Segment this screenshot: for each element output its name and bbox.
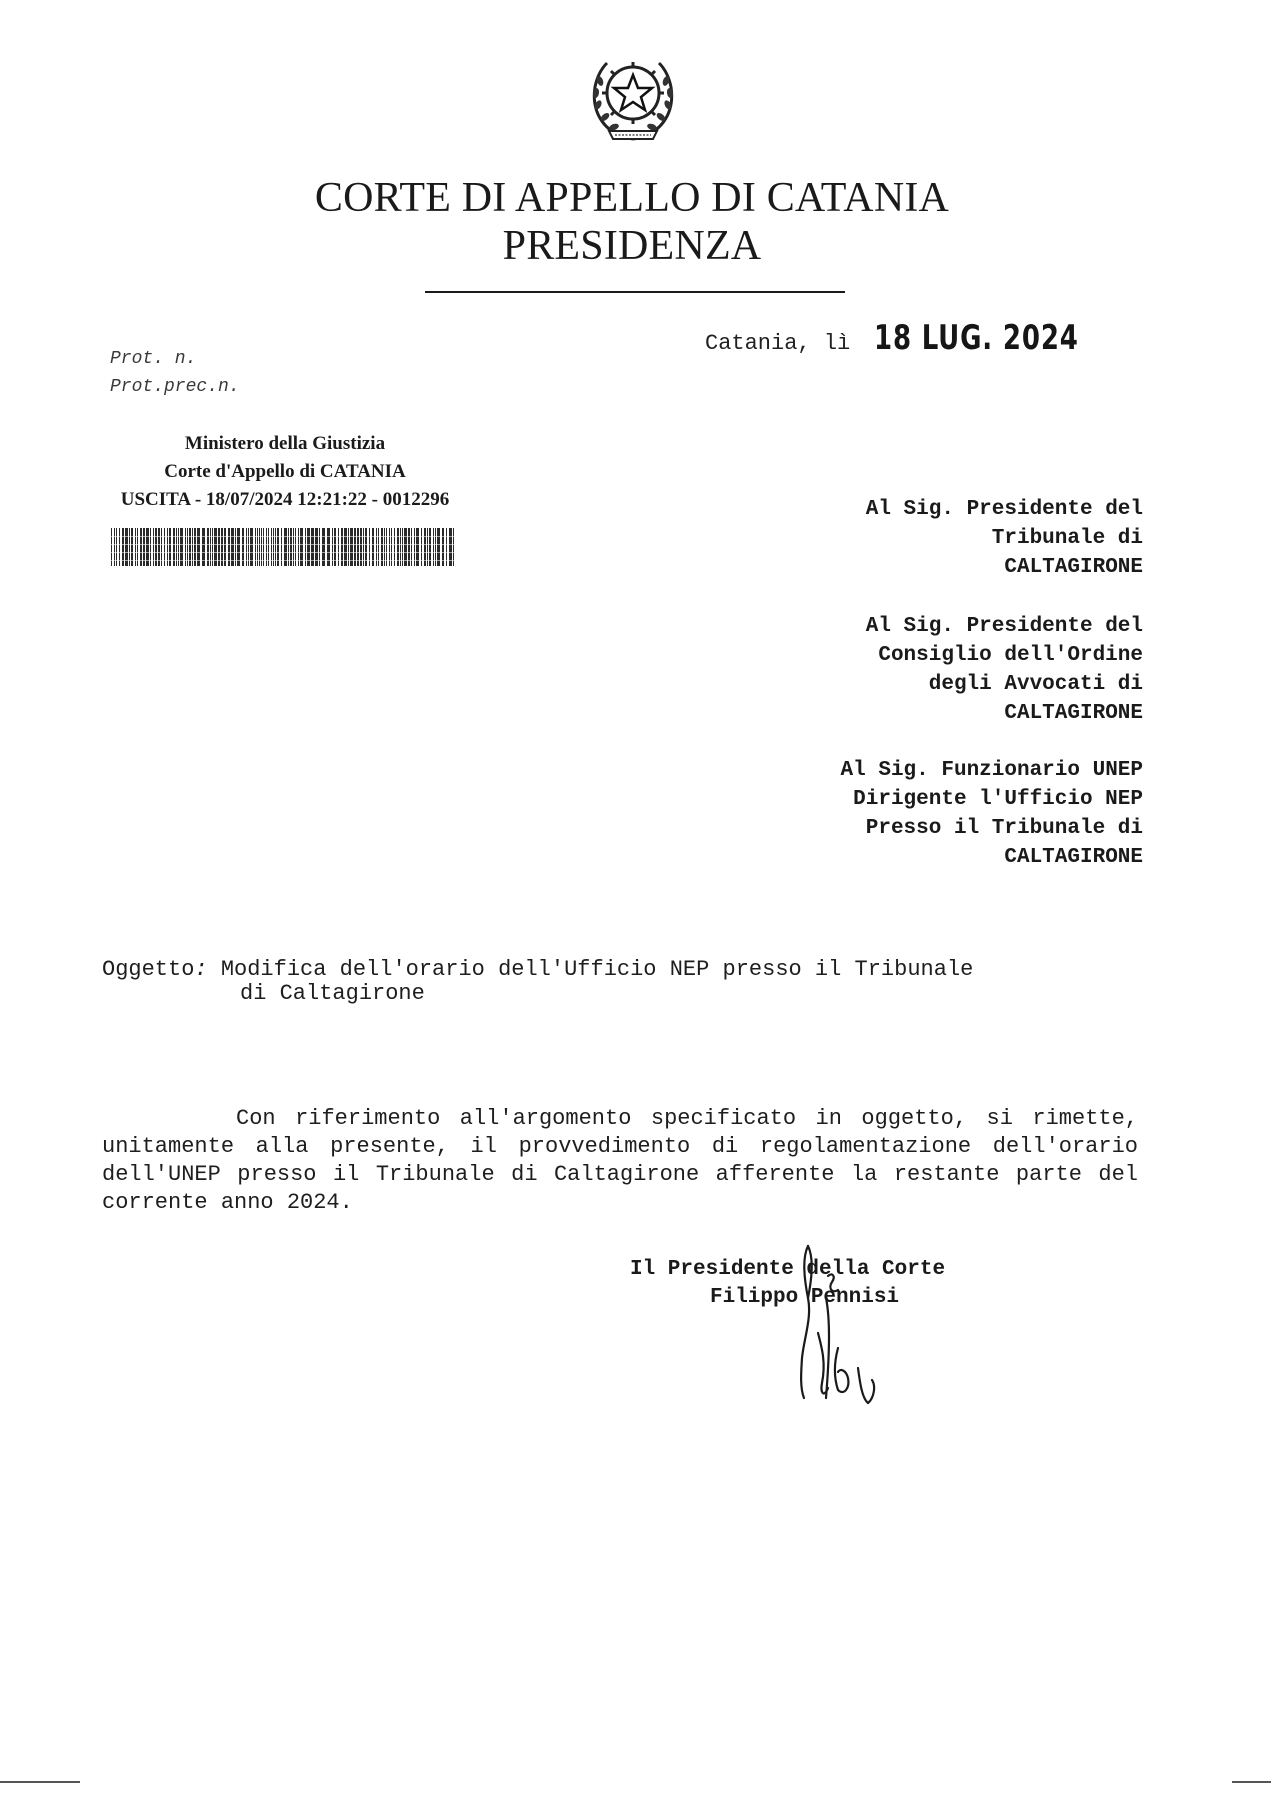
previous-protocol-label: Prot.prec.n. [110, 377, 240, 397]
date-line [705, 318, 1115, 358]
subject-block [102, 958, 973, 1006]
court-subtitle: PRESIDENZA [502, 223, 762, 269]
subject-text-line2: di Caltagirone [240, 981, 425, 1006]
addressee-line: CALTAGIRONE [1004, 556, 1143, 579]
page-edge-mark [1232, 1781, 1271, 1783]
addressee-line: Tribunale di [991, 527, 1143, 550]
subject-label: Oggetto [102, 957, 195, 982]
court-title: CORTE DI APPELLO DI CATANIA [314, 175, 950, 221]
letter-body [102, 1105, 1138, 1217]
registry-ministry: Ministero della Giustizia [184, 433, 386, 454]
subject-text-line1: Modifica dell'orario dell'Ufficio NEP presso il Tribunale [207, 957, 974, 982]
subject-colon: : [194, 957, 208, 982]
date-place-label: Catania, lì [705, 331, 851, 356]
italian-republic-emblem-icon [583, 47, 683, 147]
body-paragraph: Con riferimento all'argomento specificato in oggetto, si rimette, unitamente alla presente, il provvedimento di regolamentazione dell'orario dell'UNEP presso il Tribunale di Caltagirone afferente la restante parte del corrente anno 2024. [102, 1106, 1138, 1215]
addressee-line: CALTAGIRONE [1004, 846, 1143, 869]
date-stamp: 18 LUG. 2024 [874, 318, 1079, 358]
addressee-line: Al Sig. Presidente del [865, 615, 1143, 638]
addressee-line: CALTAGIRONE [1004, 702, 1143, 725]
barcode-icon [111, 528, 458, 566]
handwritten-signature-icon [778, 1238, 888, 1408]
addressee-line: Al Sig. Funzionario UNEP [840, 759, 1143, 782]
header-divider [425, 291, 845, 293]
protocol-number-label: Prot. n. [110, 349, 197, 369]
signatory-title: Il Presidente della Corte [630, 1258, 946, 1281]
addressee-tribunale [866, 495, 1143, 582]
addressee-line: Consiglio dell'Ordine [878, 644, 1143, 667]
registry-stamp [90, 430, 480, 514]
addressee-ordine-avvocati [866, 612, 1143, 728]
addressee-line: Dirigente l'Ufficio NEP [853, 788, 1143, 811]
registry-exit-number: USCITA - 18/07/2024 12:21:22 - 0012296 [120, 489, 450, 510]
page-edge-mark [0, 1781, 80, 1783]
addressee-ufficio-nep [841, 756, 1143, 872]
addressee-line: degli Avvocati di [928, 673, 1143, 696]
addressee-line: Presso il Tribunale di [865, 817, 1143, 840]
addressee-line: Al Sig. Presidente del [865, 498, 1143, 521]
registry-court: Corte d'Appello di CATANIA [164, 461, 406, 482]
signatory-name: Filippo Pennisi [710, 1286, 900, 1309]
